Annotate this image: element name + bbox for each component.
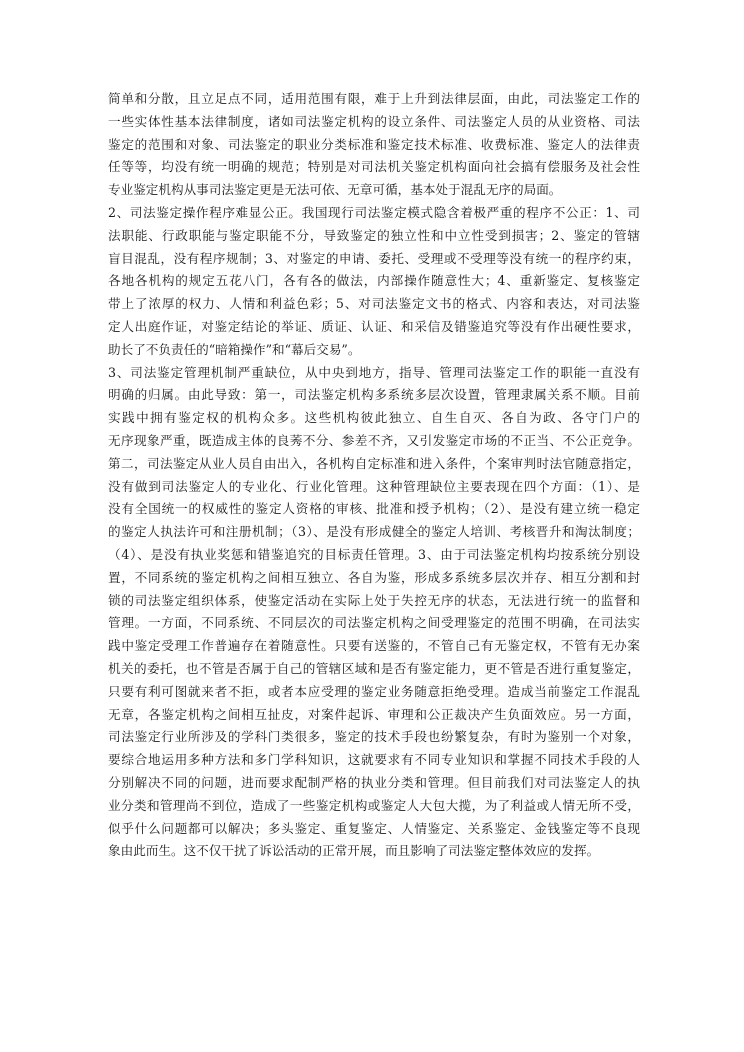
- text-line: 置，不同系统的鉴定机构之间相互独立、各自为鉴，形成多系统多层次并存、相互分割和封: [108, 569, 640, 585]
- text-line: 似乎什么问题都可以解决；多头鉴定、重复鉴定、人情鉴定、关系鉴定、金钱鉴定等不良现: [108, 820, 640, 836]
- text-line: 各地各机构的规定五花八门，各有各的做法，内部操作随意性大；4、重新鉴定、复核鉴定: [108, 273, 640, 289]
- text-line: 没有做到司法鉴定人的专业化、行业化管理。这种管理缺位主要表现在四个方面：（1）、是: [108, 478, 640, 494]
- text-line: 实践中拥有鉴定权的机构众多。这些机构彼此独立、自生自灭、各自为政、各守门户的: [108, 410, 640, 426]
- text-line: 一些实体性基本法律制度，诸如司法鉴定机构的设立条件、司法鉴定人员的从业资格、司法: [108, 113, 640, 129]
- text-line: 助长了不负责任的“暗箱操作”和“幕后交易”。: [108, 341, 361, 357]
- text-line: 机关的委托，也不管是否属于自己的管辖区域和是否有鉴定能力，更不管是否进行重复鉴定，: [108, 660, 640, 676]
- text-line: 带上了浓厚的权力、人情和利益色彩；5、对司法鉴定文书的格式、内容和表达，对司法鉴: [108, 296, 640, 312]
- text-line: 锁的司法鉴定组织体系，使鉴定活动在实际上处于失控无序的状态，无法进行统一的监督和: [108, 592, 640, 608]
- text-line: 要综合地运用多种方法和多门学科知识，这就要求有不同专业知识和掌握不同技术手段的人: [108, 752, 640, 768]
- text-line: 践中鉴定受理工作普遍存在着随意性。只要有送鉴的，不管自己有无鉴定权，不管有无办案: [108, 638, 640, 654]
- text-line: 象由此而生。这不仅干扰了诉讼活动的正常开展，而且影响了司法鉴定整体效应的发挥。: [108, 843, 600, 859]
- text-line: 的鉴定人执法许可和注册机制；（3）、是没有形成健全的鉴定人培训、考核晋升和淘汰制度；: [108, 524, 640, 540]
- text-line: 简单和分散，且立足点不同，适用范围有限，难于上升到法律层面，由此，司法鉴定工作的: [108, 91, 640, 106]
- text-line: 管理。一方面，不同系统、不同层次的司法鉴定机构之间受理鉴定的范围不明确，在司法实: [108, 615, 640, 631]
- text-line: 业分类和管理尚不到位，造成了一些鉴定机构或鉴定人大包大揽，为了利益或人情无所不受，: [108, 797, 640, 813]
- text-line: 专业鉴定机构从事司法鉴定更是无法可依、无章可循，基本处于混乱无序的局面。: [108, 182, 562, 198]
- text-line: 法职能、行政职能与鉴定职能不分，导致鉴定的独立性和中立性受到损害；2、鉴定的管辖: [108, 227, 640, 243]
- document-body: [108, 88, 640, 863]
- text-line: 没有全国统一的权威性的鉴定人资格的审核、批准和授予机构；（2）、是没有建立统一稳定: [108, 501, 640, 517]
- text-line: 盲目混乱，没有程序规制；3、对鉴定的申请、委托、受理或不受理等没有统一的程序约束，: [108, 250, 640, 266]
- text-line: 明确的归属。由此导致：第一，司法鉴定机构多系统多层次设置，管理隶属关系不顺。目前: [108, 387, 640, 403]
- text-line: 任等等，均没有统一明确的规范；特别是对司法机关鉴定机构面向社会搞有偿服务及社会性: [108, 159, 640, 175]
- text-line: 只要有利可图就来者不拒，或者本应受理的鉴定业务随意拒绝受理。造成当前鉴定工作混乱: [108, 683, 640, 699]
- text-line: 3、司法鉴定管理机制严重缺位，从中央到地方，指导、管理司法鉴定工作的职能一直没有: [108, 364, 640, 380]
- text-line: 2、司法鉴定操作程序难显公正。我国现行司法鉴定模式隐含着极严重的程序不公正：1、司: [108, 204, 640, 220]
- text-line: 无章，各鉴定机构之间相互扯皮，对案件起诉、审理和公正裁决产生负面效应。另一方面，: [108, 706, 640, 722]
- text-line: 定人出庭作证，对鉴定结论的举证、质证、认证、和采信及错鉴追究等没有作出硬性要求，: [108, 318, 640, 334]
- text-line: 鉴定的范围和对象、司法鉴定的职业分类标准和鉴定技术标准、收费标准、鉴定人的法律责: [108, 136, 640, 152]
- text-line: 无序现象严重，既造成主体的良莠不分、参差不齐，又引发鉴定市场的不正当、不公正竞争。: [108, 432, 640, 448]
- text-line: （4）、是没有执业奖惩和错鉴追究的目标责任管理。3、由于司法鉴定机构均按系统分别设: [108, 546, 640, 562]
- text-line: 第二，司法鉴定从业人员自由出入，各机构自定标准和进入条件，个案审判时法官随意指定，: [108, 455, 640, 471]
- text-line: 分别解决不同的问题，进而要求配制严格的执业分类和管理。但目前我们对司法鉴定人的执: [108, 774, 640, 790]
- text-line: 司法鉴定行业所涉及的学科门类很多，鉴定的技术手段也纷繁复杂，有时为鉴别一个对象，: [108, 729, 640, 745]
